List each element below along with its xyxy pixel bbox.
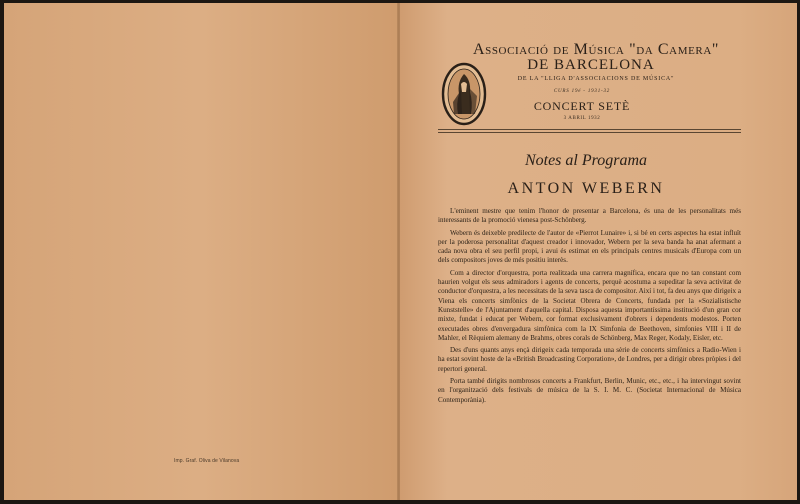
header-rule-top: [438, 129, 741, 130]
paragraph-2: Webern és deixeble predilecte de l'autor de «Pierrot Lunaire» i, si bé en certs aspectes ha estat influït per la poderosa personalitat d'aquest creador i innovador, Webern per la seva banda ha anat afermant a cada nova obra el seu perfil propi, i avui és estimat en els principals centres musicals d'Europa com un dels compositors joves de més positiu interès.: [438, 228, 741, 265]
concert-date: 3 ABRIL 1932: [563, 116, 601, 121]
header-rule-bottom: [438, 132, 741, 133]
program-notes-body: [438, 207, 741, 408]
left-page: [4, 3, 397, 500]
paragraph-4: Des d'uns quants anys ençà dirigeix cada temporada una sèrie de concerts simfònics a Radio-Wien i ha estat sovint hoste de la «British Broadcasting Corporation», de Londres, per a dirigir obres pròpies i del repertori general.: [438, 346, 741, 373]
paragraph-3: Com a director d'orquestra, porta realitzada una carrera magnífica, encara que no tan constant com haurien volgut els seus admiradors i agents de concerts, perquè acostuma a supeditar la seva activitat de conductor d'orquestra, a les necessitats de la seva tasca de compositor. Així i tot, fa deu anys que dirigeix a Viena els concerts simfònics de la Societat Obrera de Concerts, fundada per la «Sozialistische Kunststelle» de l'Ajuntament d'aquella capital. Disposa aquesta importantíssima institució d'un gran cor mixte, fundat i educat per Webern, cor format exclusivament d'obrers i dependents modestos. Porten executades obres d'envergadura simfònica com la IX Simfonia de Beethoven, simfonies VIII i II de Mahler, el Rèquiem alemany de Brahms, obres corals de Schönberg, Max Reger, Kodaly, Eisler, etc.: [438, 268, 741, 342]
paragraph-1: L'eminent mestre que tenim l'honor de presentar a Barcelona, és una de les personalitats més interessants de la promoció vienesa post-Schönberg.: [438, 207, 741, 225]
association-emblem-icon: [441, 62, 487, 126]
association-city: DE BARCELONA: [527, 57, 655, 73]
association-title: Associació de Música "da Camera": [472, 41, 720, 58]
printer-credit: Imp. Graf. Oliva de Vilanova: [174, 458, 240, 464]
paragraph-5: Porta també dirigits nombrosos concerts a Frankfurt, Berlin, Munic, etc., etc., i ha intervingut sovint en l'organització dels festivals de música de la S. I. M. C. (Societat Internacional de Música Contemporània).: [438, 377, 741, 404]
notes-heading: Notes al Programa: [524, 152, 648, 169]
concert-number: CONCERT SETÈ: [533, 99, 631, 113]
association-lliga: DE LA "LLIGA D'ASSOCIACIONS DE MÚSICA": [517, 76, 675, 82]
season-label: CURS 19é - 1931-32: [553, 89, 611, 94]
composer-name: ANTON WEBERN: [507, 180, 665, 197]
